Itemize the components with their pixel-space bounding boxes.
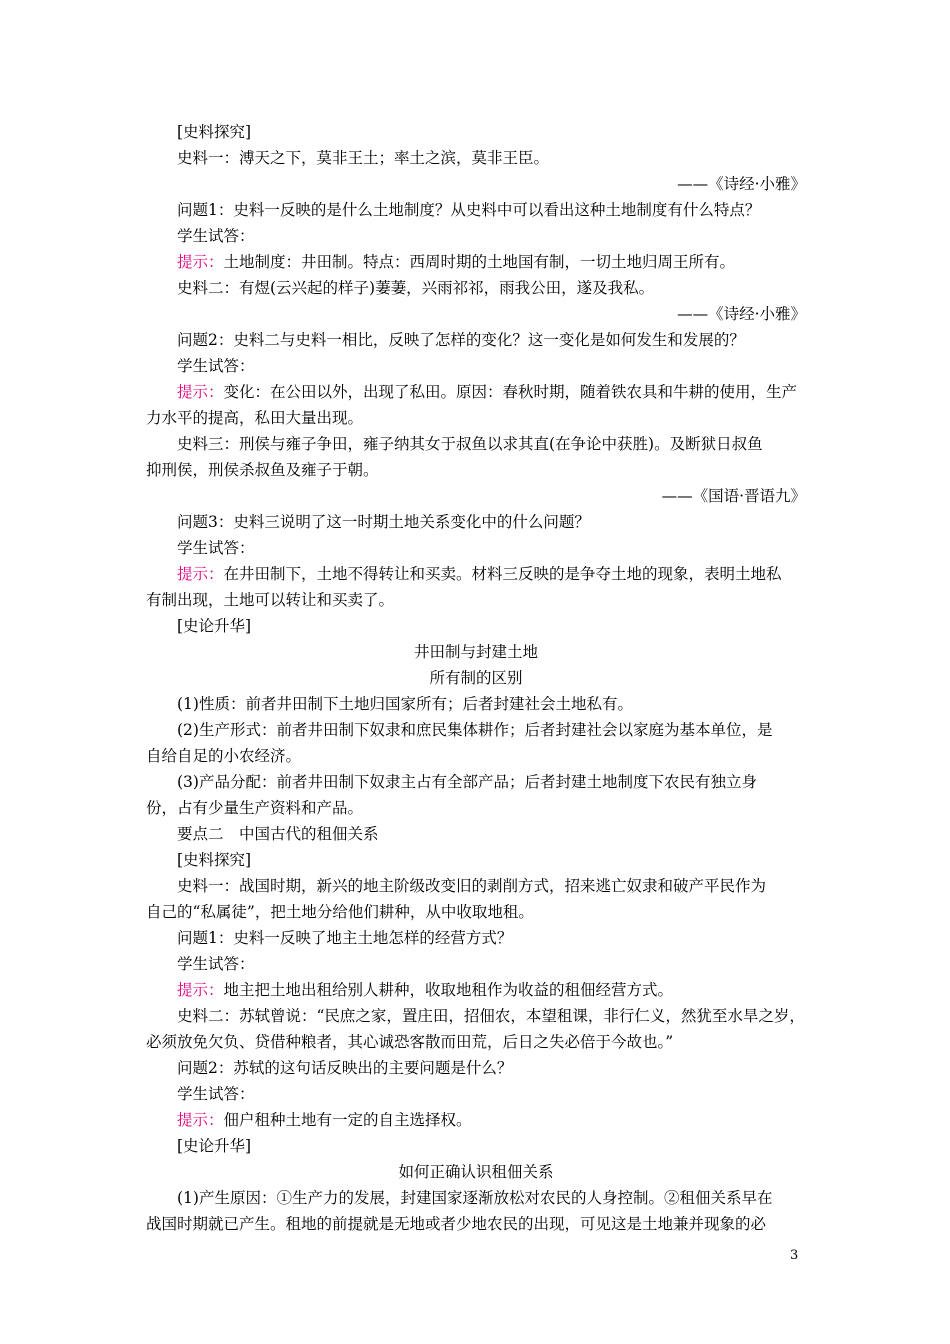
source-text: 史料三：刑侯与雍子争田，雍子纳其女于叔鱼以求其直(在争论中获胜)。及断狱日叔鱼 (177, 435, 763, 453)
hint-text: 变化：在公田以外，出现了私田。原因：春秋时期，随着铁农具和牛耕的使用，生产 (223, 383, 798, 401)
hint-label: 提示： (177, 565, 224, 583)
paragraph-continuation: 自己的“私属徒”，把土地分给他们耕种，从中收取地租。 (146, 903, 534, 921)
section-label: [史论升华] (177, 1137, 252, 1155)
key-point-heading: 要点二 中国古代的租佃关系 (177, 825, 379, 843)
question-text: 问题2：史料二与史料一相比，反映了怎样的变化？这一变化是如何发生和发展的？ (177, 331, 745, 349)
hint-text: 佃户租种土地有一定的自主选择权。 (223, 1111, 472, 1129)
list-item: (1)性质：前者井田制下土地归国家所有；后者封建社会土地私有。 (177, 695, 633, 713)
source-text: 史料二：有煜(云兴起的样子)萋萋，兴雨祁祁，雨我公田，遂及我私。 (177, 279, 655, 297)
list-item: (3)产品分配：前者井田制下奴隶主占有全部产品；后者封建土地制度下农民有独立身 (177, 773, 757, 791)
question-text: 问题1：史料一反映的是什么土地制度？从史料中可以看出这种土地制度有什么特点？ (177, 201, 761, 219)
hint-label: 提示： (177, 1111, 224, 1129)
hint-paragraph (177, 562, 806, 586)
student-answer-label: 学生试答： (177, 955, 255, 973)
paragraph-continuation: 自给自足的小农经济。 (146, 747, 302, 765)
hint-text: 地主把土地出租给别人耕种，收取地租作为收益的租佃经营方式。 (223, 981, 674, 999)
student-answer-label: 学生试答： (177, 227, 255, 245)
summary-title: 所有制的区别 (429, 669, 523, 687)
paragraph-continuation: 有制出现，土地可以转让和买卖了。 (146, 591, 395, 609)
citation: ——《国语·晋语九》 (661, 487, 806, 505)
hint-paragraph (177, 250, 806, 274)
hint-paragraph (177, 380, 806, 404)
page-number: 3 (790, 1248, 799, 1263)
section-label: [史料探究] (177, 851, 252, 869)
summary-title: 井田制与封建土地 (413, 643, 538, 661)
source-text: 史料一：战国时期，新兴的地主阶级改变旧的剥削方式，招来逃亡奴隶和破产平民作为 (177, 877, 767, 895)
hint-paragraph (177, 978, 806, 1002)
student-answer-label: 学生试答： (177, 539, 255, 557)
question-text: 问题1：史料一反映了地主土地怎样的经营方式？ (177, 929, 513, 947)
paragraph-continuation: 抑刑侯，刑侯杀叔鱼及雍子于朝。 (146, 461, 379, 479)
list-item: (2)生产形式：前者井田制下奴隶和庶民集体耕作；后者封建社会以家庭为基本单位，是 (177, 721, 773, 739)
hint-label: 提示： (177, 383, 224, 401)
hint-label: 提示： (177, 253, 224, 271)
hint-text: 土地制度：井田制。特点：西周时期的土地国有制，一切土地归周王所有。 (223, 253, 736, 271)
source-text: 史料二：苏轼曾说：“民庶之家，置庄田，招佃农，本望租课，非行仁义，然犹至水旱之岁， (177, 1007, 805, 1025)
hint-label: 提示： (177, 981, 224, 999)
section-label: [史料探究] (177, 123, 252, 141)
paragraph-continuation: 战国时期就已产生。租地的前提就是无地或者少地农民的出现，可见这是土地兼并现象的必 (146, 1215, 767, 1233)
question-text: 问题2：苏轼的这句话反映出的主要问题是什么？ (177, 1059, 513, 1077)
hint-paragraph (177, 1108, 806, 1132)
list-item: (1)产生原因：①生产力的发展，封建国家逐渐放松对农民的人身控制。②租佃关系早在 (177, 1189, 773, 1207)
citation: ——《诗经·小雅》 (677, 305, 806, 323)
student-answer-label: 学生试答： (177, 357, 255, 375)
section-label: [史论升华] (177, 617, 252, 635)
paragraph-continuation: 必须放免欠负、贷借种粮者，其心诚恐客散而田荒，后日之失必倍于今故也。” (146, 1033, 674, 1051)
question-text: 问题3：史料三说明了这一时期土地关系变化中的什么问题？ (177, 513, 590, 531)
hint-text: 在井田制下，土地不得转让和买卖。材料三反映的是争夺土地的现象，表明土地私 (223, 565, 782, 583)
student-answer-label: 学生试答： (177, 1085, 255, 1103)
citation: ——《诗经·小雅》 (677, 175, 806, 193)
paragraph-continuation: 力水平的提高，私田大量出现。 (146, 409, 364, 427)
source-text: 史料一：溥天之下，莫非王土；率土之滨，莫非王臣。 (177, 149, 550, 167)
summary-title: 如何正确认识租佃关系 (398, 1163, 554, 1181)
paragraph-continuation: 份，占有少量生产资料和产品。 (146, 799, 364, 817)
